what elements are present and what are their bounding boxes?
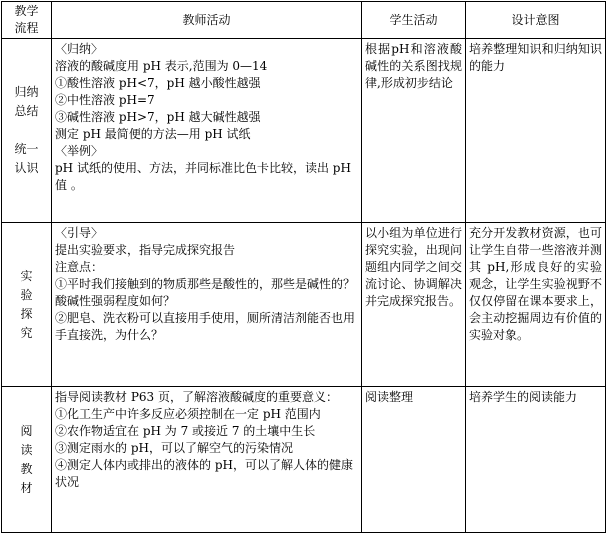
- teacher-line: ③测定雨水的 pH，可以了解空气的污染情况: [55, 441, 293, 455]
- stage-line: 总结: [14, 104, 39, 118]
- teacher-line: ②农作物适宜在 pH 为 7 或接近 7 的土壤中生长: [55, 424, 316, 438]
- teacher-line: 测定 pH 最简便的方法—用 pH 试纸: [55, 127, 251, 141]
- stage-line: 统一: [14, 142, 39, 156]
- stage-line: 读: [20, 442, 33, 457]
- header-teaching-process: 教学流程: [2, 2, 52, 39]
- teacher-line: 〈引导〉: [55, 226, 104, 240]
- design-intent-cell: 培养学生的阅读能力: [466, 387, 606, 533]
- teacher-line: ③碱性溶液 pH>7，pH 越大碱性越强: [55, 110, 261, 124]
- table-row: [2, 223, 606, 387]
- stage-line: [15, 121, 39, 140]
- teacher-line: ①酸性溶液 pH<7，pH 越小酸性越强: [55, 76, 261, 90]
- table-row: [2, 387, 606, 533]
- teacher-line: 注意点：: [55, 260, 104, 274]
- teacher-activity-cell: [52, 223, 362, 387]
- stage-cell: [2, 223, 52, 387]
- teacher-activity-cell: [52, 387, 362, 533]
- stage-line: 究: [20, 325, 33, 340]
- stage-line: 认识: [14, 161, 39, 175]
- lesson-plan-table: [1, 1, 606, 533]
- teacher-line: ①化工生产中许多反应必须控制在一定 pH 范围内: [55, 407, 321, 421]
- header-design-intent: 设计意图: [466, 2, 606, 39]
- header-row: [2, 2, 606, 39]
- student-activity-cell: 根据pH和溶液酸碱性的关系图找规律,形成初步结论: [362, 39, 466, 223]
- teacher-line: pH 试纸的使用、方法，并同标准比色卡比较，读出 pH 值 。: [55, 161, 355, 192]
- student-activity-cell: 以小组为单位进行探究实验，出现问题组内同学之间交流讨论、协调解决并完成探究报告。: [362, 223, 466, 387]
- student-activity-cell: 阅读整理: [362, 387, 466, 533]
- teacher-line: 提出实验要求，指导完成探究报告: [55, 243, 236, 257]
- design-intent-cell: 培养整理知识和归纳知识的能力: [466, 39, 606, 223]
- teacher-activity-cell: [52, 39, 362, 223]
- teacher-line: 〈举例〉: [55, 144, 104, 158]
- stage-line: 探: [20, 306, 33, 321]
- header-student-activity: 学生活动: [362, 2, 466, 39]
- table-row: [2, 39, 606, 223]
- design-intent-cell: 充分开发教材资源，也可让学生自带一些溶液并测其 pH,形成良好的实验观念，让学生实验视野不仅仅停留在课本要求上，会主动挖掘周边有价值的实验对象。: [466, 223, 606, 387]
- teacher-line: ①平时我们接触到的物质那些是酸性的，那些是碱性的？酸碱性强弱程度如何？: [55, 277, 356, 308]
- teacher-line: ②中性溶液 pH=7: [55, 93, 155, 107]
- teacher-line: 溶液的酸碱度用 pH 表示,范围为 0—14: [55, 59, 268, 73]
- stage-line: 验: [20, 287, 33, 302]
- stage-cell: [2, 387, 52, 533]
- teacher-line: 指导阅读教材 P63 页，了解溶液酸碱度的重要意义：: [55, 390, 338, 404]
- stage-line: 教: [20, 461, 33, 476]
- stage-line: 阅: [20, 423, 33, 438]
- stage-line: 材: [20, 480, 33, 495]
- stage-cell: [2, 39, 52, 223]
- teacher-line: ④测定人体内或排出的液体的 pH，可以了解人体的健康状况: [55, 458, 353, 489]
- stage-line: 实: [20, 268, 33, 283]
- header-teacher-activity: 教师活动: [52, 2, 362, 39]
- stage-line: 归纳: [14, 85, 39, 99]
- teacher-line: 〈归纳〉: [55, 42, 104, 56]
- teacher-line: ②肥皂、洗衣粉可以直接用手使用，厕所清洁剂能否也用手直接洗，为什么？: [55, 311, 356, 342]
